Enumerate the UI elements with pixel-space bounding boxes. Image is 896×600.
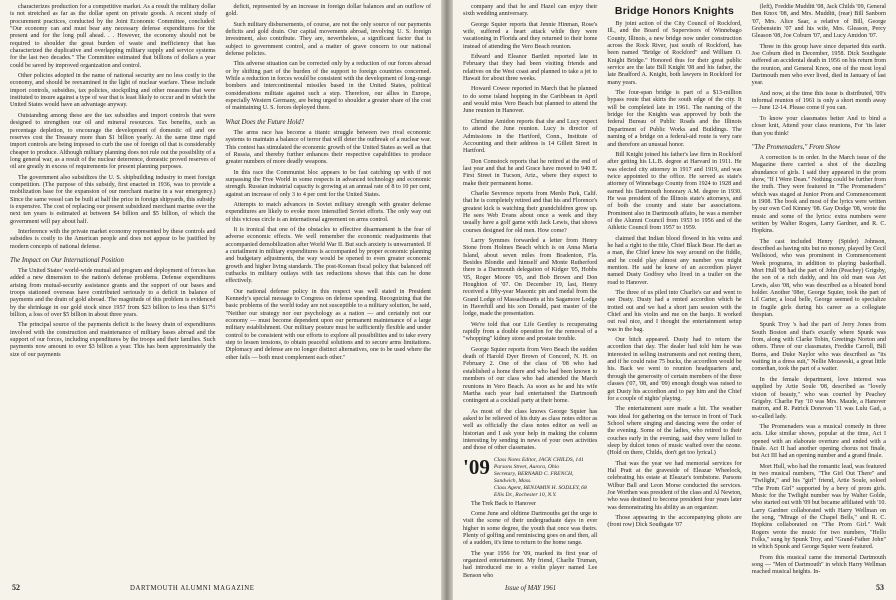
paragraph: The government also subsidizes the U. S. shipbuilding industry to meet foreign competition. (The purpose of this subsidy, first enacted in 1936, was to provide a mobilization base for the expansion of our merchant marine in a war emergency.) Since the same vessel can be built at half the price in foreign shipyards, this subsidy is expensive. The cost of replacing our present subsidized merchant marine over the next ten years is estimated at between $4 billion and $5 billion, of which the government will pay about half. [10,174,216,225]
paragraph: (left), Freddie Mudditt '08, Jack Childs '09, General Ben Knox '08, and Mrs. Mudditt, (rear) Bill Sanborn '07, Mrs. Alice Saar, a relative of Bill, George Grebenstein '07 and his wife, Mrs. Gleason, Percy Gleason '08, Joe Coburn '07, and Lucy Amidon '07. [751,4,886,40]
paragraph: The four-span bridge is part of a $13-million bypass route that skirts the south edge of the city. It will be completed late in 1961. The naming of the bridge for the Knights was approved by both the federal Bureau of Public Roads and the Illinois Department of Public Works and Buildings. The naming of a bridge on a federal-aid route is very rare and therefore an unusual honor. [607,90,742,148]
class-officer-line: Secretary, BERNARD C. FRENCH, Sandwich, Mass. [493,470,574,484]
paragraph: The entertainment sure made a hit. The weather was ideal for gathering on the terrace in front of Tuck School where singing and dancing were the order of the evening. Some of the ladies, who retired to their couches early in the evening, said they were lulled to sleep by dulcet tones of music wafted over the ozone. (Hold on there, Childs, don't get too lyrical.) [607,406,742,457]
paragraph: company and that he and Hazel can enjoy their sixth wedding anniversary. [463,4,598,18]
right-page-column-1 [463,4,598,579]
paragraph: The arms race has become a titanic struggle between two rival economic systems to maintain a balance of terror that will deter the outbreak of a nuclear war. This contest has stimulated the economic growth of the United States as well as that of Russia, and thereby further enhances their respective capabilities to produce greater numbers of more deadly weapons. [225,129,431,166]
paragraph: In this race the Communist bloc appears to be fast catching up with if not surpassing the Free World in some respects in advanced technology and economic strength. Russian industrial capacity is growing at an annual rate of 8 to 10 per cent, against an increase of only 3 to 4 per cent for the United States. [225,169,431,198]
paragraph: Bill Knight joined his father's law firm in Rockford after getting his LL.B. degree at Harvard in 1911. He was elected city attorney in 1917 and 1919, and was twice appointed to the office. He served as state's attorney of Winnebago County from 1924 to 1928 and earned his Dartmouth honorary A.M. degree in 1930. He was president of the Illinois state's attorneys, and of both the county and state bar associations. Prominent also in Dartmouth affairs, he was a member of the Alumni Council from 1953 to 1956 and of the Athletic Council from 1957 to 1959. [607,151,742,232]
paragraph: The Promenaders was a musical comedy in three acts. Like similar shows, popular at the time, Act I opened with an elaborate overture and ended with a finale. Act II had another opening chorus not finale, but Act III had an opening number and a grand finale. [751,423,886,460]
section-heading: "The Promenaders," From Show [751,143,841,151]
paragraph: This adverse situation can be corrected only by a reduction of our forces abroad or by shifting part of the burden of the support to foreign countries concerned. While a reduction in forces would be consistent with the development of long-range bombers and intercontinental missiles based in the United States, political considerations militate against such a step. Therefore, our allies in Europe, especially Western Germany, are being urged to shoulder a greater share of the cost of maintaining U. S. forces deployed there. [225,61,431,112]
paragraph: Our bitch appeared. Dusty had to return the accordion that day. The dealer had told him he was interested in selling instruments and not renting them, and if he could raise 75 bucks, the accordion would be his. Back we went to reunion headquarters and, through the generosity of certain members of the three classes ('07, '08, and '09) enough dough was raised to get Dusty his accordion and to pay him and the Chief for a couple of nights' playing. [607,337,742,402]
paragraph: Our national defense policy in this respect was well stated in President Kennedy's special message to Congress on defense spending. Recognizing that the basic problems of the world today are not susceptible to a military solution, he said, "Neither our strategy nor our psychology as a nation — and certainly not our economy — must become dependent upon our permanent maintenance of a large military establishment. Our military posture must be sufficiently flexible and under control to be consistent with our efforts to explore all possibilities and to take every step to lessen tensions, to obtain peaceful solutions and to secure arms limitations. Diplomacy and defense are no longer distinct alternatives, one to be used where the other fails — both must complement each other." [225,288,431,361]
right-page-column-3 [751,4,886,576]
paragraph: Outstanding among these are the tax subsidies and import controls that were designed to strengthen our oil and mineral resources. Tax benefits, such as percentage depletion, to encourage the development of domestic oil and ore reserves cost the Treasury more than $1 billion yearly. At the same time rigid import controls are being imposed to curb the use of foreign oil that is considerably cheaper to produce. Although military planning does not rule out the possibility of a long general war, as a result of the nuclear deterrence, domestic proved reserves of oil are greatly in excess of requirements for present planning purposes. [10,112,216,171]
paragraph: deficit, represented by an increase in foreign dollar balances and an outflow of gold. [225,4,431,18]
paragraph: Come June and oldtime Dartmouths get the urge to visit the scene of their undergraduate days in ever higher in some degree, the youth that once was theirs. Plenty of golfing and reminiscing goes on and then, all of a sudden, it's time to return to the home range. [463,510,598,547]
paragraph: We're told that our Life Gentley is recuperating rapidly from a double operation for the removal of a "whopping" kidney stone and prostate trouble. [463,321,598,343]
right-page-footer [465,583,884,592]
page-number: 53 [876,583,884,592]
paragraph: Charlie Sevrence reports from Menlo Park, Calif. that he is completely retired and that his and Florence's greatest kick is watching their grandchildren grow up. He sees Web Evans about once a week and they usually have a golf game with Jack Lewis, that shows courses designed for old men. How come? [463,190,598,234]
article-title: Bridge Honors Knights [614,5,735,17]
class-heading [463,454,597,499]
paragraph: A correction is in order. In the March issue of the Magazine there carried a shot of the dazzling abundance of girls. I said they appeared in the prom show, "If I Were Dean." Nothing could be further from the truth. They were featured in "The Promenaders" which was staged at Junior Prom and Commencement in 1908. The book and most of the lyrics were written by our own Ced Kinney '08. Gay Dodge '08, wrote the music and some of the lyrics: extra numbers were written by Walter Rogers, Larry Gardner, and R. C. Hopkins. [751,154,886,235]
paragraph: Such military disbursements, of course, are not the only source of our payments deficits and gold drain. Our capital movements abroad, involving U. S. foreign investment, also contribute. They are, nevertheless, a significant factor that is subject to government control, and a matter of grave concern to our national defense policies. [225,21,431,58]
paragraph: Spunk Troy 's had the part of Jerry Jones from South Boston and that's exactly where Spunk was from, along with Clarke Tobin, Greetings Norton and others. Three of our classmates, Freddie Carroll, Bill Burns, and Duke Naylor who was described as "its waiting in a dress suit," Nellie Mozawski, a great little comedian, took the part of a waiter. [751,322,886,373]
magazine-title: DARTMOUTH ALUMNI MAGAZINE [130,585,255,592]
left-page-footer [12,583,429,592]
class-officer-line: Class Agent, BENJAMIN H. SODLEY, 68 Ellis Dr., Rochester 10, N.Y. [493,484,587,498]
page-number: 52 [12,583,20,592]
paragraph: Mort Hull, who had the romantic lead, was featured in two musical numbers, "The Girl Out There" and "Twilight," and his "girl" friend, Artie Soule, soloed "The Prom Girl" supported by a bevy of prom girls. Music for the Twilight number was by Walter Golde, who started out with '09 but became affiliated with '10. Larry Gardner collaborated with Harry Wellman on the song, "Mirage of the Chapel Bells," and R. C. Hopkins collaborated on "The Prom Girl." Walt Rogers wrote the music for two numbers, "Hello Folks," sung by Spunk Troy, and "Grand-Father John" in which Spunk and George Squier were featured. [751,463,886,551]
paragraph: In the female department, love interest was supplied by Artie Soule '08, described as "lovely vision of beauty," who was courted by Peachey Grigsby. Charlie Fay '10 was Mrs. Maude, a Hanover matron, and R. Patrick Donovan '11 was Lulu Gad, a so-called lady. [751,376,886,420]
paragraph: characterizes production for a competitive market. As a result the military dollar is not stretched as far as the dollar spent on private goods. A recent study of procurement practices, conducted by the Joint Economic Committee, concluded: "Our economy can and must bear any necessary defense expenditures for the present and for the long pull ahead. . . However, the economy should not be required to shoulder the great burden of waste and inefficiency that has characterized the duplicative and overlapping military supply and service systems for the last two decades." The Committee estimated that billions of dollars a year could be saved by improved organization and control. [10,4,216,69]
paragraph: The year 1956 for '09, marked its first year of organized entertainment. My friend, Charlie Truman, had introduced me to a violin player named Lee Benson who [463,550,598,579]
class-officers [494,457,597,499]
right-page [453,0,896,600]
class-year: '09 [463,454,490,479]
page-gutter [441,0,453,600]
paragraph: Interference with the private market economy represented by these controls and subsidies is costly to the American people and does not appear to be justified by modern concepts of national defense. [10,228,216,250]
paragraph: The cast included Henry (Spider) Johnson, described as having nits but no money, played by Cecil Wellstood, who was prominent in Commencement Week programs, in addition to playing basketball. Mort Hull '08 had the part of John (Peachey) Grigsby, the son of a rich daddy, and his old man was Art Lewis, also '08, who was described as a bloated bond holder. Another '08er, George Squier, took the part of Lil Carter, a local belle, George seemed to specialize in fragile girls during his career as a collegiate thespian. [751,238,886,319]
paragraph: That was the year we had memorial services for Hal Pratt at the graveside of Eleazar Wheelock, celebrating his estate at Eleazar's tombstone. Parsons Wilbur Ball and Leon Morse conducted the services. Joe Worthen was president of the class and Al Newton, who was destined to become president four years later was demonstrating his ability as an organizer. [607,460,742,511]
paragraph: To know your classmates better And to bind a closer knit, Attend your class reunions, For 'tis later than you think! [751,115,886,137]
right-page-column-2 [607,4,741,564]
paragraph: Those appearing in the accompanying photo are (front row) Dick Southgate '07 [607,515,742,529]
paragraph: Attempts to match advances in Soviet military strength with greater defense expenditures are likely to evoke more intensified Soviet efforts. The only way out of this vicious circle is an international agreement on arms control. [225,201,431,223]
paragraph: George Squier reports that Jennie Hinman, Rose's wife, suffered a heart attack while they were vacationing in Florida and they returned to their home instead of attending the Vero Beach reunion. [463,21,598,50]
section-heading: What Does the Future Hold? [225,118,305,126]
paragraph: From this musical came the immortal Dartmouth song — "Men of Dartmouth" in which Harry Wellman reached musical heights. In- [751,554,886,576]
paragraph: Other policies adopted in the name of national security are no less costly to the economy, and should be reexamined in the light of nuclear warfare. These include import controls, subsidies, tax policies, stockpiling and other measures that were instituted to insure against a type of war that is least likely to occur and in which the United States would have an advantage anyway. [10,73,216,109]
paragraph: George Squier reports from Vero Beach the sudden death of Harold Dyer Brown of Concord, N. H. on February 2. One of the class of '08 who had established a home there and who had been known to members of our class who had attended the March reunions in Vero Beach. As soon as he and his wife Martha each year had entertained the Dartmouth contingent at a cocktail party at their home. [463,346,598,405]
paragraph: Don Comstock reports that he retired at the end of last year and that he and Grace have moved to 940 E. First Street in Tucson, Ariz., where they expect to make their permanent home. [463,158,598,187]
class-officer-line: Class Notes Editor, JACK CHILDS, 141 Parsons Street, Aurora, Ohio [493,456,584,470]
paragraph: Three in this group have since departed this earth. Joe Coburn died in December, 1958. Dick Southgate suffered an accidental death in 1956 on his return from the reunion, and General Knox, one of the most loyal Dartmouth men who ever lived, died in January of last year. [751,43,886,87]
paragraph: It is ironical that one of the obstacles to effective disarmament is the fear of adverse economic effects. We well remember the economic readjustments that accompanied demobilization after World War II. But such anxiety is unwarranted. If a curtailment in military expenditures is accompanied by proper economic planning and budgetary adjustments, the way would be opened to even greater economic growth and higher living standards. The post-Korean fiscal policy that balanced off cutbacks in military outlays with tax reductions shows that this can be done effectively. [225,226,431,285]
paragraph: Larry Symmes forwarded a letter from Henry Stone from Holmes Beach which is on Anna Maria Island, about seven miles from Bradenton, Fla. Besides Blondie and himself and Monte Rutherford there is a Dartmouth delegation of Kidger '05, Hobbs '05, Roger Moore '05, and Bob Brown and Don Houghton of '07. On December 19, last, Henry received a fifty-year Masonic pin and medal from the Grand Lodge of Massachusetts at his Sagamore Lodge in Haverhill and his son Donald, past master of the lodge, made the presentation. [463,237,598,318]
left-page [0,0,441,600]
paragraph: Christine Amidon reports that she and Lucy expect to attend the June reunion. Lucy is director of Admissions in the Hartford, Conn., Institute of Accounting and their address is 14 Gillett Street in Hartford. [463,118,598,155]
paragraph: claimed that Indian blood flowed in his veins and he had a right to the title, Chief Black Bear. He dart as a man, the Chief knew his way around on the fiddle, and he could play almost any number you might mention. He said he knew of an accordion player named Dusty Godfrey who lived in a trailer on the road to Hanover. [607,235,742,286]
paragraph: And now, at the time this issue is distributed, '09's informal reunion of 1961 is only a short month away — June 12-14. Please come if you can. [751,90,886,112]
left-page-column-1 [10,4,216,564]
paragraph: Howard Cowee reported in March that he planned to do some island hopping in the Caribbean in April and would miss Vero Beach but planned to attend the June reunion in Hanover. [463,86,598,115]
issue-label: Issue of MAY 1961 [505,585,557,592]
paragraph: Edward and Eleanor Bartlett reported late in February that they had been visiting friends and relatives on the West coast and planned to take a jet to Hawaii for about three weeks. [463,54,598,83]
paragraph: By joint action of the City Council of Rockford, Ill., and the Board of Supervisors of Winnebago County, Illinois, a new bridge now under construction across the Rock River, just south of Rockford, has been named "Bridge of Rockford" and William O. Knight Bridge." Honored thus for their great public service are the late Bill Knight '08 and his father, the late Bradford A. Knight, both lawyers in Rockford for many years. [607,21,742,86]
paragraph: The United States' world-wide mutual aid program and deployment of forces has added a new dimension to the nation's defense problems. Defense expenditures arising from mutual-security assistance grants and the support of our bases and troops stationed overseas have contributed seriously to a deficit in balance of payments and the drain of gold abroad. The magnitude of this problem is evidenced by the shrinkage in our gold stock since 1957 from $23 billion to less than $17½ billion, a loss of over $5 billion in about three years. [10,268,216,319]
paragraph: The Trek Back to Hanover [471,500,536,507]
paragraph: The three of us piled into Charlie's car and went to see Dusty. Dusty had a rented accordion which he trotted out and we had a short jam session with the Chief and his violin and me on the banjo. It worked out real nice, and I thought the entertainment setup was in the bag. [607,290,742,333]
left-page-column-2 [226,4,432,564]
section-heading: The Impact on Our International Position [10,257,124,264]
paragraph: As most of the class knows George Squier has asked to be relieved of his duty as class notes editor as well as officially the class notes editor as well as historian and I ask your help in making the column interesting by sending in news of your own activities and those of other classmates. [463,408,598,452]
paragraph: The principal source of the payments deficit is the heavy drain of expenditures involved with the construction and maintenance of military bases abroad and the support of our forces, including expenditures by the troops and their families. Such payments now amount to over $3 billion a year. This has been approximately the size of our payments [10,322,216,358]
